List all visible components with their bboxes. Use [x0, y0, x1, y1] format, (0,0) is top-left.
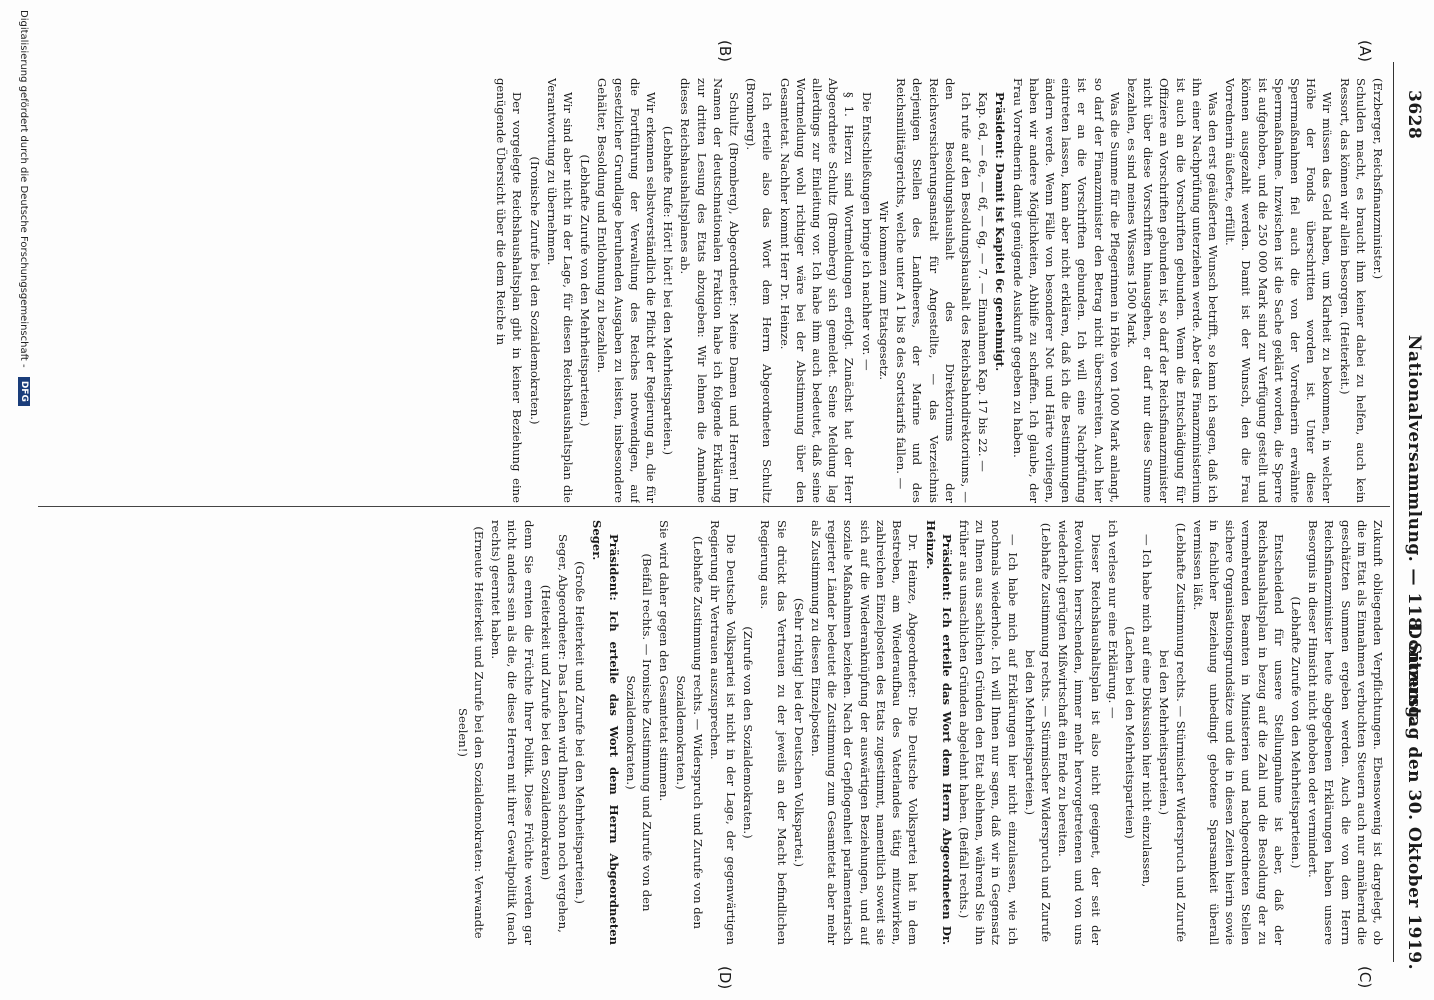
paragraph: Sie drückt das Vertrauen zu der jeweils an der Macht befindlichen Regierung aus. — [758, 520, 789, 945]
president-statement: Präsident: Damit ist Kapitel 6c genehmigt. — [993, 92, 1008, 372]
funding-note: Digitalisierung gefördert durch die Deutsche Forschungsgemeinschaft - — [18, 10, 29, 368]
paragraph: Die Entschließungen bringe ich nachher vor. — — [859, 92, 874, 371]
column-divider — [38, 506, 1390, 507]
left-text-column — [46, 78, 1386, 503]
interjection: (Lebhafte Zurufe von den Mehrheitsparteien.) — [1288, 596, 1303, 869]
paragraph: § 1. Hierzu sind Wortmeldungen erfolgt. Zunächst hat der Herr Abgeordnete Schultz (Bromberg) sich gemeldet. Seine Meldung lag allerdings zur Einleitung vor. Ich habe ihm auch bedeutet, daß seine Wortmeldung wohl richtiger wäre bei der Abstimmung über den Gesamtetat. Nachher kommt Herr Dr. Heinze. — [777, 78, 857, 503]
margin-mark-b: (B) — [716, 40, 734, 62]
paragraph: Entscheidend für unsere Stellungnahme ist aber, daß der Reichshaushaltsplan in bezug auf die Zahl und die Besoldung der zu vermehrenden Beamten in Ministerien und nachgeordneten Stellen sichere Organisationsgrundsätze und die in diesen Zeiten hierin sowie in fachlicher Beziehung unbedingt gebotene Sparsamkeit überall vermissen läßt. — [1190, 520, 1286, 945]
interjection: (Ironische Zurufe bei den Sozialdemokraten.) — [527, 156, 542, 425]
page-title: Nationalversammlung. — 118. Sitzung. — [1404, 334, 1424, 726]
interjection: (Erneute Heiterkeit und Zurufe bei den Sozialdemokraten: Verwandte Seelen!) — [455, 526, 487, 939]
speech-opening: Seger, Abgeordneter: Das Lachen wird Ihnen schon noch vergehen, — [556, 534, 571, 933]
paragraph: Wir erkennen selbstverständlich die Pflicht der Regierung an, die für die Fortführung der Verwaltung des Reiches notwendigen, auf gesetzlicher Grundlage beruhenden Ausgaben zu leisten, insbesondere Gehälter, Besoldung und Entlohnung zu bezahlen. — [595, 78, 659, 503]
paragraph: Was den erst geäußerten Wunsch betrifft, so kann ich sagen, daß ich ihn einer Nachprüfung unterziehen werde. Aber das Finanzministerium ist auch an die Vorschriften gebunden. Wenn die Entschädigung für Offiziere an Vorschriften gebunden ist, so darf der Reichsfinanzminister nicht über diese Vorschriften hinausgehen, er darf nur diese Summe bezahlen, es sind meines Wissens 1500 Mark. — [1124, 78, 1220, 503]
interjection: (Beifall rechts. — Ironische Zustimmung und Zurufe von den Sozialdemokraten.) — [623, 553, 655, 912]
paragraph: denn Sie ernten die Früchte Ihrer Politik. Diese Früchte werden gar nicht anders sein als die, die diese Herren mit ihrer Gewaltpolitik (nach rechts) geerntet haben. — [489, 520, 536, 945]
margin-mark-a: (A) — [1356, 40, 1374, 62]
paragraph: Ich erteile also das Wort dem Herrn Abgeordneten Schultz (Bromberg). — [744, 78, 775, 503]
paragraph: — Ich habe mich auf Erklärungen hier nicht einzulassen, wie ich nochmals wiederhole. Ich will Ihnen nur sagen, daß wir in Gegensatz zu Ihnen aus sachlichen Gründen den Etat ablehnen, während Sie ihn früher aus unsachlichen Gründen abgelehnt haben. (Beifall rechts.) — [956, 520, 1020, 945]
interjection: (Zurufe von den Sozialdemokraten.) — [741, 626, 756, 839]
header-rule — [1393, 62, 1394, 962]
speech-opening: Schultz (Bromberg), Abgeordneter: Meine Damen und Herren! Im Namen der deutschnationalen Fraktion habe ich folgende Erklärung zur dritten Lesung des Etats abzugeben: Wir lehnen die Annahme dieses Reichshaushaltsplanes ab. — [678, 78, 742, 503]
interjection: (Lebhafte Zurufe von den Mehrheitsparteien.) — [578, 154, 593, 427]
interjection: (Heiterkeit und Zurufe bei den Sozialdemokraten) — [538, 584, 553, 881]
dfg-logo: DFG — [18, 377, 30, 406]
page-number: 3628 — [1404, 90, 1424, 140]
page-header — [1396, 90, 1424, 970]
speech-opening: Dr. Heinze, Abgeordneter: Die Deutsche Volkspartei hat in dem Bestreben, am Wiederaufbau des Vaterlandes tätig mitzuwirken, zahlreichen Einzelposten des Etats zugestimmt, namentlich soweit sie sich auf die Wiederanknüpfung der auswärtigen Beziehungen, und auf soziale Maßnahmen beziehen. Nach der Gepflogenheit parlamentarisch regierter Länder bedeutet die Zustimmung zum Gesamtetat aber mehr als Zustimmung zu diesen Einzelposten. — [809, 520, 921, 945]
session-date: Donnerstag den 30. Oktober 1919. — [1404, 624, 1424, 970]
margin-mark-c: (C) — [1356, 966, 1374, 989]
interjection: (Lebhafte Zustimmung rechts. — Stürmischer Widerspruch und Zurufe bei den Mehrheitsparteien.) — [1022, 522, 1053, 943]
right-text-column — [46, 520, 1386, 945]
president-statement: Präsident: Ich erteile das Wort dem Herrn Abgeordneten Seger. — [590, 520, 621, 945]
speaker-line: (Erzberger, Reichsfinanzminister.) — [1371, 78, 1385, 280]
paragraph: Was die Summe für die Pflegerinnen in Höhe von 1000 Mark anlangt, so darf der Finanzminister den Betrag nicht überschreiten. Auch hier ist er an die Vorschriften gebunden. Ich will eine Nachprüfung eintreten lassen, kann aber nicht erklären, daß ich die Bestimmungen ändern werde. Wenn Fälle von besonderer Not und Härte vorliegen, haben wir andere Möglichkeiten, Abhilfe zu schaffen. Ich glaube, der Frau Vorrednerin damit genügende Auskunft gegeben zu haben. — [1010, 78, 1122, 503]
paragraph: ich verlese nur eine Erklärung. — — [1105, 520, 1120, 719]
paragraph: Kap. 6d, — 6e, — 6f, — 6g, — 7. — Einnahmen Kap. 17 bis 22. — — [976, 92, 991, 472]
paragraph: Wir müssen das Geld haben, um Klarheit zu bekommen, in welcher Höhe der Fonds überschritten worden ist. Unter diese Sperrmaßnahmen fiel auch die von der Vorrednerin erwähnte Sperrmaßnahme. Inzwischen ist die Sache geklärt worden, die Sperre ist aufgehoben, und die 250 000 Mark sind zur Verfügung gestellt und können ausgezahlt werden. Damit ist der Wunsch, den die Frau Vorrednerin äußerte, erfüllt. — [1223, 78, 1335, 503]
interjection: (Große Heiterkeit und Zurufe bei den Mehrheitsparteien.) — [573, 561, 588, 904]
paragraph: Die Deutsche Volkspartei ist nicht in der Lage, der gegenwärtigen Regierung ihr Vertrauen auszusprechen. — [707, 520, 739, 945]
paragraph: Wir sind aber nicht in der Lage, für diesen Reichshaushaltsplan die Verantwortung zu übernehmen. — [544, 78, 576, 503]
interjection: (Lachen bei den Mehrheitsparteien) — [1122, 626, 1137, 839]
paragraph: Sie wird daher gegen den Gesamtetat stimmen. — [657, 520, 672, 802]
interjection: (Lebhafte Zustimmung rechts. — Stürmischer Widerspruch und Zurufe bei den Mehrheitsparteien.) — [1157, 522, 1188, 943]
paragraph: — Ich habe mich auf eine Diskussion hier nicht einzulassen, — [1140, 534, 1155, 888]
interjection: (Lebhafte Zustimmung rechts. — Widerspruch und Zurufe von den Sozialdemokraten.) — [674, 536, 705, 929]
paragraph: Ich rufe auf den Besoldungshaushalt des Reichsbahndirektoriums, — den Besoldungshaushalt des Direktoriums der Reichsversicherungsanstalt für Angestellte, — das Verzeichnis derjenigen Stellen des Landheeres, der Marine und des Reichsmilitärgerichts, welche unter A 1 bis 8 des Sortstarifs fallen. — — [894, 78, 973, 503]
section-heading: Wir kommen zum Etatsgesetz. — [876, 200, 891, 381]
paragraph: Dieser Reichshaushaltsplan ist also nicht geeignet, der seit der Revolution herrschenden, immer mehr hervorgetretenen und von uns wiederholt gerügten Mißwirtschaft ein Ende zu bereiten. — [1056, 520, 1103, 945]
interjection: (Sehr richtig! bei der Deutschen Volkspartei.) — [791, 597, 806, 868]
paragraph: Der vorgelegte Reichshaushaltsplan gibt in keiner Beziehung eine genügende Übersicht über die dem Reiche in — [494, 78, 525, 503]
interjection: (Lebhafte Rufe: Hört! hört! bei den Mehrheitsparteien.) — [661, 125, 676, 456]
margin-mark-d: (D) — [716, 966, 734, 990]
digitization-footer — [8, 10, 30, 990]
paragraph: Zukunft obliegenden Verpflichtungen. Ebensowenig ist dargelegt, ob die im Etat als Einnahmen verbuchten Steuern auch nur annähernd die geschätzten Summen ergeben werden. Auch die von dem Herrn Reichsfinanzminister heute abgegebenen Erklärungen haben unsere Besorgnis in dieser Hinsicht nicht gehoben oder vermindert. — [1306, 520, 1385, 945]
paragraph: Schulden macht, es braucht ihm keiner dabei zu helfen, auch kein Ressort, das können wir allein besorgen. (Heiterkeit.) — [1337, 78, 1368, 503]
president-statement: Präsident: Ich erteile das Wort dem Herrn Abgeordneten Dr. Heinze. — [923, 520, 954, 945]
